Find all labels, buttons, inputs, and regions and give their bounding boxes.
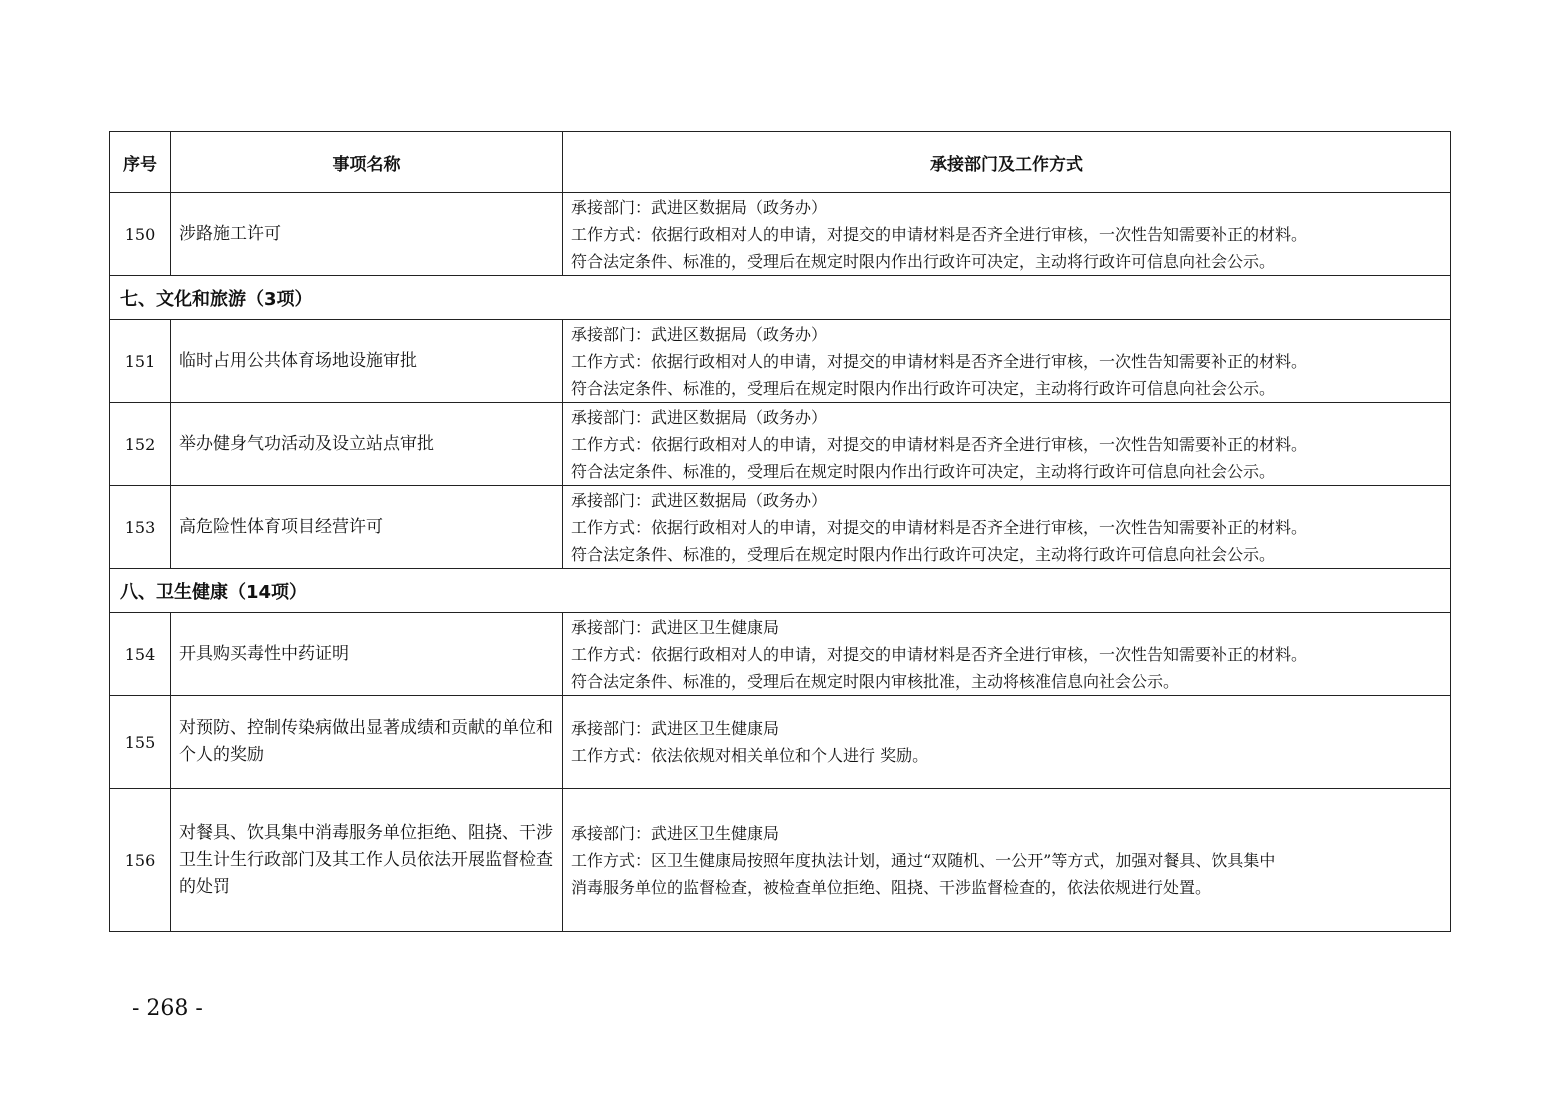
- method-line: 消毒服务单位的监督检查，被检查单位拒绝、阻挠、干涉监督检查的，依法依规进行处置。: [571, 877, 1212, 897]
- method-line: 符合法定条件、标准的，受理后在规定时限内作出行政许可决定，主动将行政许可信息向社会公示。: [571, 544, 1276, 564]
- row-department-and-method: [563, 696, 1451, 789]
- row-item-name: 对餐具、饮具集中消毒服务单位拒绝、阻挠、干涉卫生计生行政部门及其工作人员依法开展监督检查的处罚: [171, 789, 563, 932]
- row-serial-number: 153: [110, 486, 171, 569]
- page-number: - 268 -: [132, 996, 203, 1021]
- table-row: [110, 320, 1451, 403]
- method-line: 工作方式：依据行政相对人的申请，对提交的申请材料是否齐全进行审核，一次性告知需要补正的材料。: [571, 224, 1308, 244]
- table-row: [110, 403, 1451, 486]
- row-item-name: 涉路施工许可: [171, 193, 563, 276]
- row-department-and-method: [563, 486, 1451, 569]
- row-item-name: 临时占用公共体育场地设施审批: [171, 320, 563, 403]
- row-department-and-method: [563, 613, 1451, 696]
- row-department-and-method: [563, 789, 1451, 932]
- row-department-and-method: [563, 320, 1451, 403]
- section-row: [110, 276, 1451, 320]
- method-line: 承接部门：武进区数据局（政务办）: [571, 197, 828, 217]
- row-item-name: 高危险性体育项目经营许可: [171, 486, 563, 569]
- method-line: 工作方式：区卫生健康局按照年度执法计划，通过“双随机、一公开”等方式，加强对餐具、饮具集中: [571, 850, 1276, 870]
- method-line: 承接部门：武进区数据局（政务办）: [571, 407, 828, 427]
- table-row: [110, 789, 1451, 932]
- row-item-name: 举办健身气功活动及设立站点审批: [171, 403, 563, 486]
- method-line: 承接部门：武进区卫生健康局: [571, 719, 780, 738]
- row-serial-number: 152: [110, 403, 171, 486]
- method-line: 承接部门：武进区卫生健康局: [571, 823, 780, 843]
- method-line: 工作方式：依据行政相对人的申请，对提交的申请材料是否齐全进行审核，一次性告知需要补正的材料。: [571, 517, 1308, 537]
- section-title: 七、文化和旅游（3项）: [110, 276, 1451, 320]
- row-serial-number: 156: [110, 789, 171, 932]
- method-line: 符合法定条件、标准的，受理后在规定时限内作出行政许可决定，主动将行政许可信息向社会公示。: [571, 378, 1276, 398]
- method-line: 工作方式：依据行政相对人的申请，对提交的申请材料是否齐全进行审核，一次性告知需要补正的材料。: [571, 351, 1308, 371]
- row-serial-number: 151: [110, 320, 171, 403]
- method-line: 工作方式：依法依规对相关单位和个人进行 奖励。: [571, 746, 929, 765]
- method-line: 承接部门：武进区数据局（政务办）: [571, 490, 828, 510]
- method-line: 符合法定条件、标准的，受理后在规定时限内作出行政许可决定，主动将行政许可信息向社会公示。: [571, 251, 1276, 271]
- method-line: 符合法定条件、标准的，受理后在规定时限内作出行政许可决定，主动将行政许可信息向社会公示。: [571, 461, 1276, 481]
- section-title: 八、卫生健康（14项）: [110, 569, 1451, 613]
- row-item-name: 开具购买毒性中药证明: [171, 613, 563, 696]
- method-line: 工作方式：依据行政相对人的申请，对提交的申请材料是否齐全进行审核，一次性告知需要补正的材料。: [571, 644, 1308, 664]
- row-serial-number: 155: [110, 696, 171, 789]
- table-row: [110, 486, 1451, 569]
- approval-items-table: [109, 131, 1451, 932]
- method-line: 承接部门：武进区数据局（政务办）: [571, 324, 828, 344]
- row-serial-number: 154: [110, 613, 171, 696]
- row-item-name: 对预防、控制传染病做出显著成绩和贡献的单位和个人的奖励: [171, 696, 563, 789]
- header-department-and-method: 承接部门及工作方式: [563, 132, 1451, 193]
- row-department-and-method: [563, 403, 1451, 486]
- table-row: [110, 613, 1451, 696]
- method-line: 工作方式：依据行政相对人的申请，对提交的申请材料是否齐全进行审核，一次性告知需要补正的材料。: [571, 434, 1308, 454]
- header-serial-number: 序号: [110, 132, 171, 193]
- section-row: [110, 569, 1451, 613]
- table-row: [110, 193, 1451, 276]
- table-header-row: [110, 132, 1451, 193]
- row-serial-number: 150: [110, 193, 171, 276]
- table-row: [110, 696, 1451, 789]
- header-item-name: 事项名称: [171, 132, 563, 193]
- method-line: 符合法定条件、标准的，受理后在规定时限内审核批准，主动将核准信息向社会公示。: [571, 671, 1180, 691]
- method-line: 承接部门：武进区卫生健康局: [571, 617, 780, 637]
- row-department-and-method: [563, 193, 1451, 276]
